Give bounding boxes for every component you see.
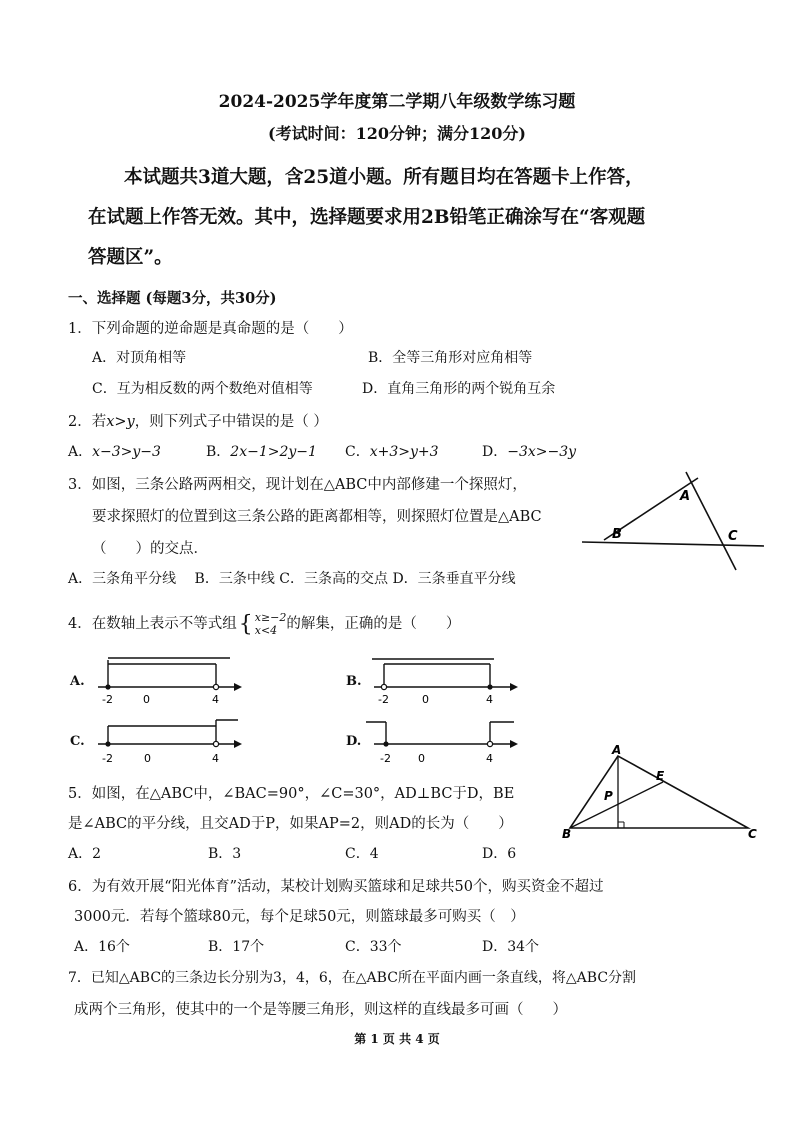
q5-label-p: P [604, 789, 613, 803]
q4-label-c: C. [70, 734, 85, 749]
q4-number-line-a [88, 650, 248, 710]
q6-option-c: C．33个 [345, 939, 402, 955]
q5-figure-triangle [560, 742, 760, 842]
page-footer: 第 1 页 共 4 页 [354, 1032, 440, 1046]
q2-c-label: C． [345, 444, 370, 460]
q4-c-tick-0: 0 [144, 752, 151, 765]
q3-options: A．三条角平分线 B．三条中线 C．三条高的交点 D．三条垂直平分线 [68, 571, 516, 587]
q1-option-b: B．全等三角形对应角相等 [368, 350, 533, 366]
q2-d-label: D． [482, 444, 508, 460]
q4-b-tick-m2: -2 [378, 693, 389, 706]
q2-option-c [345, 441, 439, 461]
q4-number-line-c [88, 712, 248, 768]
q4-number-line-b [364, 650, 524, 710]
q4-system [255, 611, 287, 637]
q4-label-b: B. [346, 674, 362, 689]
q1-option-d: D．直角三角形的两个锐角互余 [362, 381, 556, 397]
q6-line-1: 6．为有效开展“阳光体育”活动，某校计划购买篮球和足球共50个，购买资金不超过 [68, 879, 604, 895]
q3-line-1: 3．如图，三条公路两两相交，现计划在△ABC中内部修建一个探照灯， [68, 477, 527, 493]
q2-stem-pre: 2．若 [68, 414, 107, 430]
q4-stem-post: 的解集，正确的是（ ） [286, 616, 461, 632]
q2-a-value: x−3>y−3 [92, 444, 161, 460]
q6-option-a: A．16个 [74, 939, 130, 955]
q4-a-tick-m2: -2 [102, 693, 113, 706]
q4-d-tick-m2: -2 [380, 752, 391, 765]
q6-line-2: 3000元．若每个篮球80元，每个足球50元，则篮球最多可购买（ ） [74, 909, 525, 925]
q4-c-tick-m2: -2 [102, 752, 113, 765]
q2-b-label: B． [206, 444, 231, 460]
q2-option-b [206, 441, 317, 461]
q4-brace: { [238, 611, 253, 637]
q1-option-a: A．对顶角相等 [92, 350, 187, 366]
bisector-be [570, 782, 663, 828]
triangle-abc [570, 756, 748, 828]
road-line-ac [686, 472, 736, 570]
q3-line-3: （ ）的交点． [92, 541, 208, 557]
q4-label-d: D. [346, 734, 362, 749]
q3-label-c: C [728, 529, 738, 544]
q4-d-tick-4: 4 [486, 752, 493, 765]
exam-subtitle: (考试时间：120分钟；满分120分) [268, 124, 526, 143]
q3-line-2: 要求探照灯的位置到这三条公路的距离都相等，则探照灯位置是△ABC [92, 509, 542, 525]
q5-line-1: 5．如图，在△ABC中，∠BAC=90°，∠C=30°，AD⊥BC于D，BE [68, 786, 515, 802]
q2-stem-post: ，则下列式子中错误的是（ ） [134, 414, 328, 430]
q4-c-tick-4: 4 [212, 752, 219, 765]
q5-option-a: A．2 [68, 846, 102, 862]
q4-ineq-1: x≥−2 [254, 611, 287, 624]
q2-option-a [68, 441, 161, 461]
q7-line-1: 7．已知△ABC的三条边长分别为3，4，6，在△ABC所在平面内画一条直线，将△ABC分割 [68, 970, 637, 986]
q2-a-label: A． [68, 444, 93, 460]
exam-title: 2024-2025学年度第二学期八年级数学练习题 [218, 92, 576, 112]
q4-d-tick-0: 0 [418, 752, 425, 765]
q3-label-b: B [612, 527, 622, 542]
q3-label-a: A [680, 489, 691, 504]
q2-stem-math: x>y [106, 414, 135, 430]
q4-stem-pre: 4．在数轴上表示不等式组 [68, 616, 237, 632]
q4-b-tick-4: 4 [486, 693, 493, 706]
q2-d-value: −3x>−3y [507, 444, 577, 460]
q1-stem: 1．下列命题的逆命题是真命题的是（ ） [68, 321, 353, 337]
q6-option-b: B．17个 [208, 939, 265, 955]
q6-option-d: D．34个 [482, 939, 540, 955]
q4-b-tick-0: 0 [422, 693, 429, 706]
q4-ineq-2: x<4 [254, 624, 278, 637]
intro-line-2: 在试题上作答无效。其中，选择题要求用2B铅笔正确涂写在“客观题 [88, 207, 646, 228]
q2-c-value: x+3>y+3 [369, 444, 439, 460]
intro-line-1: 本试题共3道大题，含25道小题。所有题目均在答题卡上作答， [124, 167, 644, 188]
q2-b-value: 2x−1>2y−1 [230, 444, 317, 460]
q1-option-c: C．互为相反数的两个数绝对值相等 [92, 381, 313, 397]
q5-option-b: B．3 [208, 846, 242, 862]
section-heading: 一、选择题 (每题3分，共30分) [68, 290, 277, 307]
q5-label-e: E [656, 769, 665, 783]
q4-a-tick-0: 0 [143, 693, 150, 706]
q7-line-2: 成两个三角形，使其中的一个是等腰三角形，则这样的直线最多可画（ ） [74, 1002, 567, 1018]
q2-option-d [482, 441, 576, 461]
q4-a-tick-4: 4 [212, 693, 219, 706]
q2-stem [68, 410, 328, 431]
q5-label-b: B [562, 827, 572, 841]
q4-label-a: A. [70, 674, 85, 689]
q5-option-c: C．4 [345, 846, 379, 862]
q5-label-a: A [612, 743, 622, 757]
q5-label-c: C [748, 827, 757, 841]
q4-number-line-d [364, 712, 524, 768]
intro-line-3: 答题区”。 [88, 247, 173, 268]
q3-figure-roads [576, 470, 776, 580]
q5-line-2: 是∠ABC的平分线，且交AD于P，如果AP=2，则AD的长为（ ） [68, 816, 513, 832]
q5-option-d: D．6 [482, 846, 517, 862]
q4-stem [68, 611, 460, 637]
